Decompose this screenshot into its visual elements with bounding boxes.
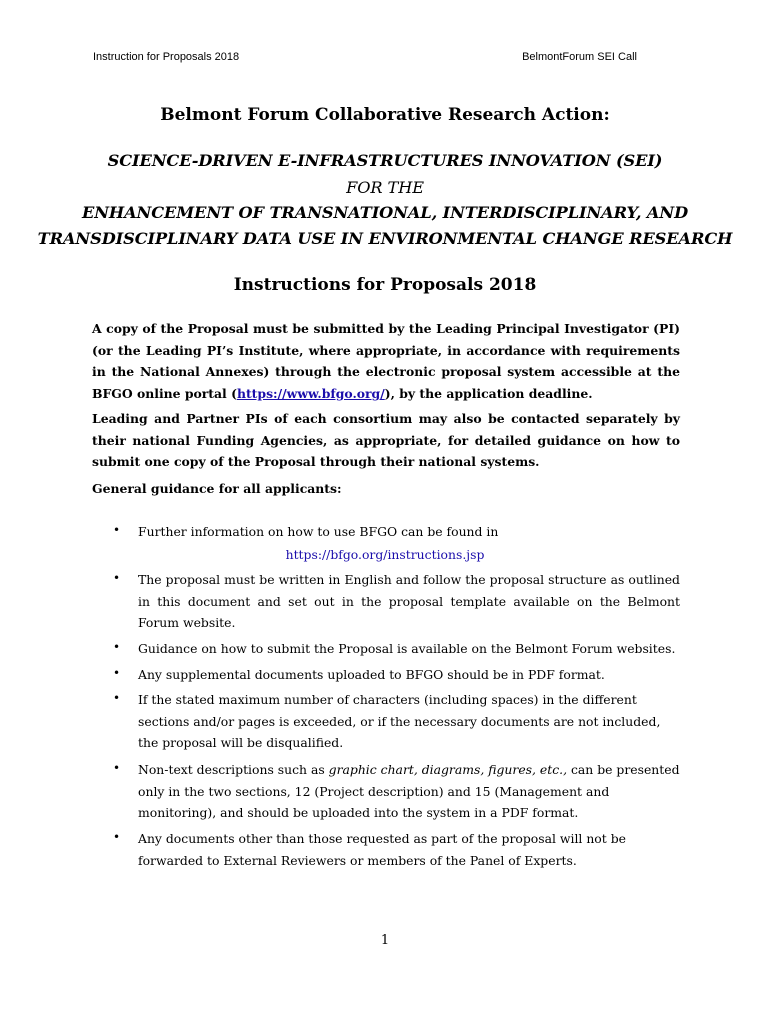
bullet-pdf-format: Any supplemental documents uploaded to BFGO should be in PDF format.: [138, 667, 605, 682]
title-line-2: FOR THE: [346, 178, 424, 197]
bullet-english-requirement: The proposal must be written in English and follow the proposal structure as outlined in this document and set out in the proposal template available on the Belmont Forum website.: [138, 572, 680, 630]
non-text-examples: graphic chart, diagrams, figures, etc.,: [328, 762, 568, 777]
submission-text-start: A copy of the Proposal must be submitted by the Leading Principal Investigator (PI) (or the Leading PI’s Institute, where appropriate, in accordance with requirements in the National Annexes) through the electronic proposal system accessible at the BFGO online portal (: [92, 321, 680, 402]
bfgo-portal-link[interactable]: https://www.bfgo.org/: [236, 386, 385, 402]
bullet-marker: •: [113, 761, 121, 775]
title-line-4: TRANSDISCIPLINARY DATA USE IN ENVIRONMENTAL CHANGE RESEARCH: [37, 229, 733, 248]
bullet-bfgo-info: Further information on how to use BFGO can be found in: [138, 524, 499, 539]
bfgo-instructions-link[interactable]: https://bfgo.org/instructions.jsp: [285, 547, 485, 562]
instructions-heading: Instructions for Proposals 2018: [233, 275, 537, 295]
bullet-marker: •: [113, 571, 121, 585]
non-text-intro: Non-text descriptions such as: [138, 762, 329, 777]
non-text-rest: can be presented only in the two sections, 12 (Project description) and 15 (Management and monitoring), and should be uploaded into the system in a PDF format.: [138, 762, 680, 820]
title-line-3: ENHANCEMENT OF TRANSNATIONAL, INTERDISCIPLINARY, AND: [81, 203, 689, 222]
bullet-marker: •: [113, 830, 121, 844]
submission-text-end: ), by the application deadline.: [384, 386, 593, 402]
bullet-marker: •: [113, 666, 121, 680]
bullet-marker: •: [113, 691, 121, 705]
header-left: Instruction for Proposals 2018: [93, 51, 240, 63]
submission-paragraph: [92, 318, 680, 405]
general-guidance-heading: General guidance for all applicants:: [92, 481, 342, 496]
main-title: Belmont Forum Collaborative Research Action:: [160, 105, 610, 125]
title-line-1: SCIENCE-DRIVEN E-INFRASTRUCTURES INNOVATION (SEI): [107, 151, 663, 170]
bullet-extra-documents: Any documents other than those requested as part of the proposal will not be forwarded to External Reviewers or members of the Panel of Experts.: [138, 831, 626, 868]
consortium-paragraph: Leading and Partner PIs of each consortium may also be contacted separately by their national Funding Agencies, as appropriate, for detailed guidance on how to submit one copy of the Proposal through their national systems.: [92, 411, 680, 470]
bullet-marker: •: [113, 640, 121, 654]
bullet-character-limit: If the stated maximum number of characters (including spaces) in the different sections and/or pages is exceeded, or if the necessary documents are not included, the proposal will be disqualified.: [138, 692, 661, 750]
bullet-marker: •: [113, 523, 121, 537]
header-right: BelmontForum SEI Call: [522, 51, 637, 63]
page-number: 1: [380, 933, 390, 948]
bullet-non-text-descriptions: [138, 759, 680, 824]
bullet-submission-guidance: Guidance on how to submit the Proposal is available on the Belmont Forum websites.: [138, 641, 676, 656]
